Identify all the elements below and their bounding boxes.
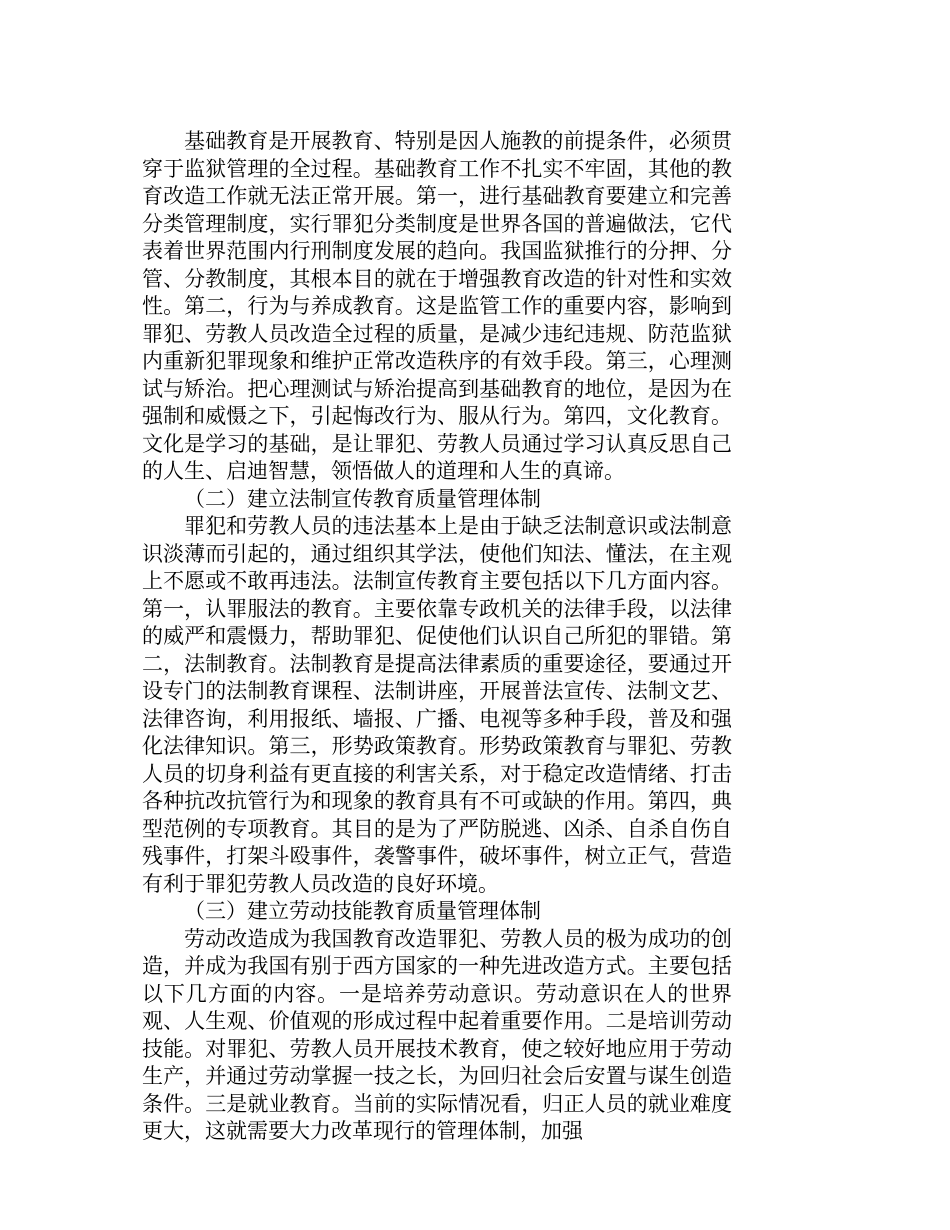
section-heading-labor-skills: （三）建立劳动技能教育质量管理体制 xyxy=(184,899,541,923)
document-page xyxy=(142,128,732,1146)
paragraph-legal-education: 罪犯和劳教人员的违法基本上是由于缺乏法制意识或法制意识淡薄而引起的，通过组织其学法，使他们知法、懂法，在主观上不愿或不敢再违法。法制宣传教育主要包括以下几方面内容。第一，认罪服法的教育。主要依靠专政机关的法律手段，以法律的威严和震慑力，帮助罪犯、促使他们认识自己所犯的罪错。第二，法制教育。法制教育是提高法律素质的重要途径，要通过开设专门的法制教育课程、法制讲座，开展普法宣传、法制文艺、法律咨询，利用报纸、墙报、广播、电视等多种手段，普及和强化法律知识。第三，形势政策教育。形势政策教育与罪犯、劳教人员的切身利益有更直接的利害关系，对于稳定改造情绪、打击各种抗改抗管行为和现象的教育具有不可或缺的作用。第四，典型范例的专项教育。其目的是为了严防脱逃、凶杀、自杀自伤自残事件，打架斗殴事件，袭警事件，破坏事件，树立正气，营造有利于罪犯劳教人员改造的良好环境。 xyxy=(142,514,732,896)
paragraph-basic-education: 基础教育是开展教育、特别是因人施教的前提条件，必须贯穿于监狱管理的全过程。基础教育工作不扎实不牢固，其他的教育改造工作就无法正常开展。第一，进行基础教育要建立和完善分类管理制度，实行罪犯分类制度是世界各国的普遍做法，它代表着世界范围内行刑制度发展的趋向。我国监狱推行的分押、分管、分教制度，其根本目的就在于增强教育改造的针对性和实效性。第二，行为与养成教育。这是监管工作的重要内容，影响到罪犯、劳教人员改造全过程的质量，是减少违纪违规、防范监狱内重新犯罪现象和维护正常改造秩序的有效手段。第三，心理测试与矫治。把心理测试与矫治提高到基础教育的地位，是因为在强制和威慑之下，引起悔改行为、服从行为。第四，文化教育。文化是学习的基础，是让罪犯、劳教人员通过学习认真反思自己的人生、启迪智慧，领悟做人的道理和人生的真谛。 xyxy=(142,129,732,483)
section-heading-legal-education: （二）建立法制宣传教育质量管理体制 xyxy=(184,486,541,511)
paragraph-labor-skills: 劳动改造成为我国教育改造罪犯、劳教人员的极为成功的创造，并成为我国有别于西方国家的一种先进改造方式。主要包括以下几方面的内容。一是培养劳动意识。劳动意识在人的世界观、人生观、价值观的形成过程中起着重要作用。二是培训劳动技能。对罪犯、劳教人员开展技术教育，使之较好地应用于劳动生产，并通过劳动掌握一技之长，为回归社会后安置与谋生创造条件。三是就业教育。当前的实际情况看，归正人员的就业难度更大，这就需要大力改革现行的管理体制，加强 xyxy=(142,926,732,1143)
